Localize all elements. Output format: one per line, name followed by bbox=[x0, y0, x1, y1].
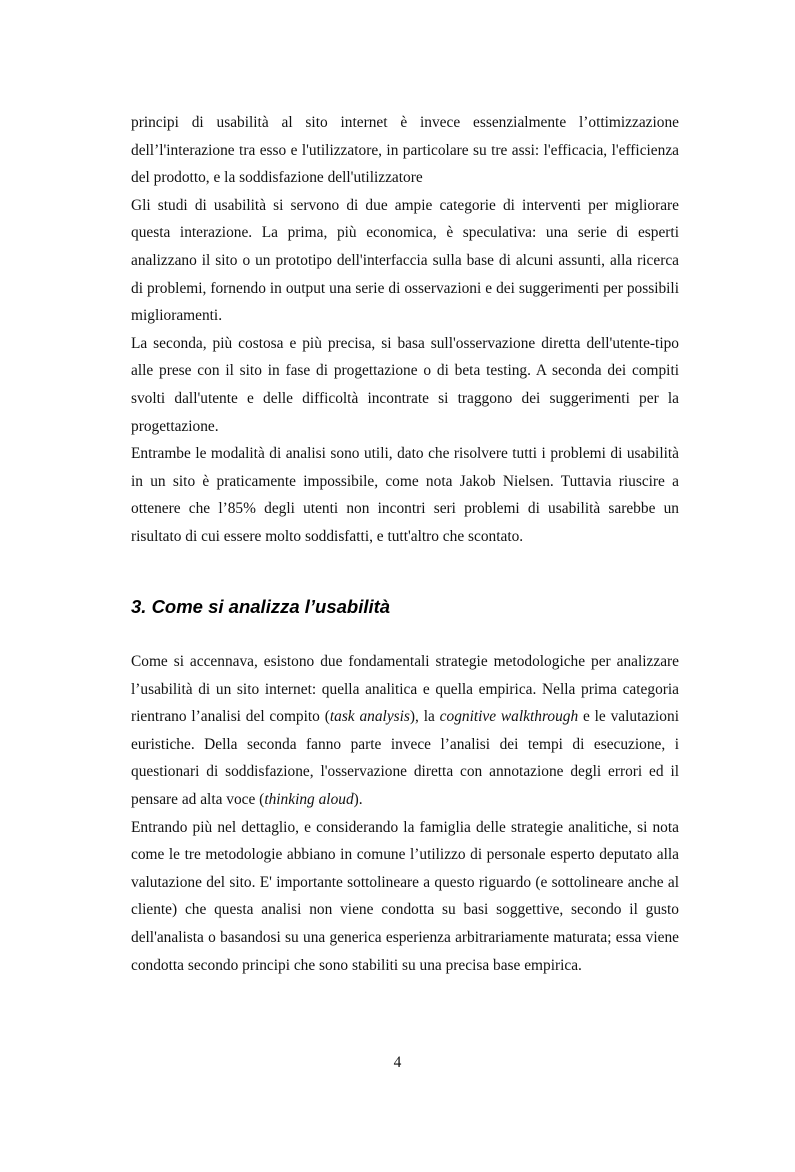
text-run: e le valutazioni euristiche. Della seconda fanno parte invece l’analisi dei tempi di esecuzione, i questionari di soddisfazione, l'osservazione diretta con annotazione degli errori ed il pensare ad alta voce ( bbox=[131, 708, 679, 808]
paragraph-direct-observation: La seconda, più costosa e più precisa, si basa sull'osservazione diretta dell'utente-tipo alle prese con il sito in fase di progettazione o di beta testing. A seconda dei compiti svolti dall'utente e delle difficoltà incontrate si traggono dei suggerimenti per la progettazione. bbox=[131, 334, 679, 435]
paragraph-nielsen: Entrambe le modalità di analisi sono utili, dato che risolvere tutti i problemi di usabilità in un sito è praticamente impossibile, come nota Jakob Nielsen. Tuttavia riuscire a ottenere che l’85% degli utenti non incontri seri problemi di usabilità sarebbe un risultato di cui essere molto soddisfatti, e tutt'altro che scontato. bbox=[131, 445, 679, 545]
paragraph-ux-definition: principi di usabilità al sito internet è invece essenzialmente l’ottimizzazione dell’l'interazione tra esso e l'utilizzatore, in particolare su tre assi: l'efficacia, l'efficienza del prodotto, e la soddisfazione dell'utilizzatore bbox=[131, 114, 679, 187]
text-run: ). bbox=[353, 790, 363, 808]
text-run: Come si accennava, esistono due fondamentali strategie metodologiche per analizzare l’usabilità di un sito internet: quella analitica e quella empirica. Nella prima categoria rientrano l’analisi del compito ( bbox=[131, 653, 679, 726]
paragraph-usability-studies: Gli studi di usabilità si servono di due ampie categorie di interventi per migliorare questa interazione. La prima, più economica, è speculativa: una serie di esperti analizzano il sito o un prototipo dell'interfaccia sulla base di alcuni assunti, alla ricerca di problemi, fornendo in output una serie di osservazioni e dei suggerimenti per possibili miglioramenti. bbox=[131, 196, 679, 325]
term-thinking-aloud: thinking aloud bbox=[264, 790, 354, 808]
term-task-analysis: task analysis bbox=[329, 708, 410, 726]
page-number: 4 bbox=[393, 1054, 402, 1071]
term-cognitive-walkthrough: cognitive walkthrough bbox=[439, 708, 579, 726]
section-heading: 3. Come si analizza l’usabilità bbox=[131, 596, 391, 617]
paragraph-strategies bbox=[131, 648, 679, 814]
text-run: ), la bbox=[409, 708, 440, 726]
page-body bbox=[131, 109, 679, 974]
paragraph-analytic-strategies: Entrando più nel dettaglio, e considerando la famiglia delle strategie analitiche, si nota come le tre metodologie abbiano in comune l’utilizzo di personale esperto deputato alla valutazione del sito. E' importante sottolineare a questo riguardo (e sottolineare anche al cliente) che questa analisi non viene condotta su basi soggettive, secondo il gusto dell'analista o basandosi su una generica esperienza arbitrariamente maturata; essa viene condotta secondo principi che sono stabiliti su una precisa base empirica. bbox=[131, 818, 679, 974]
section-analysis bbox=[131, 648, 679, 979]
